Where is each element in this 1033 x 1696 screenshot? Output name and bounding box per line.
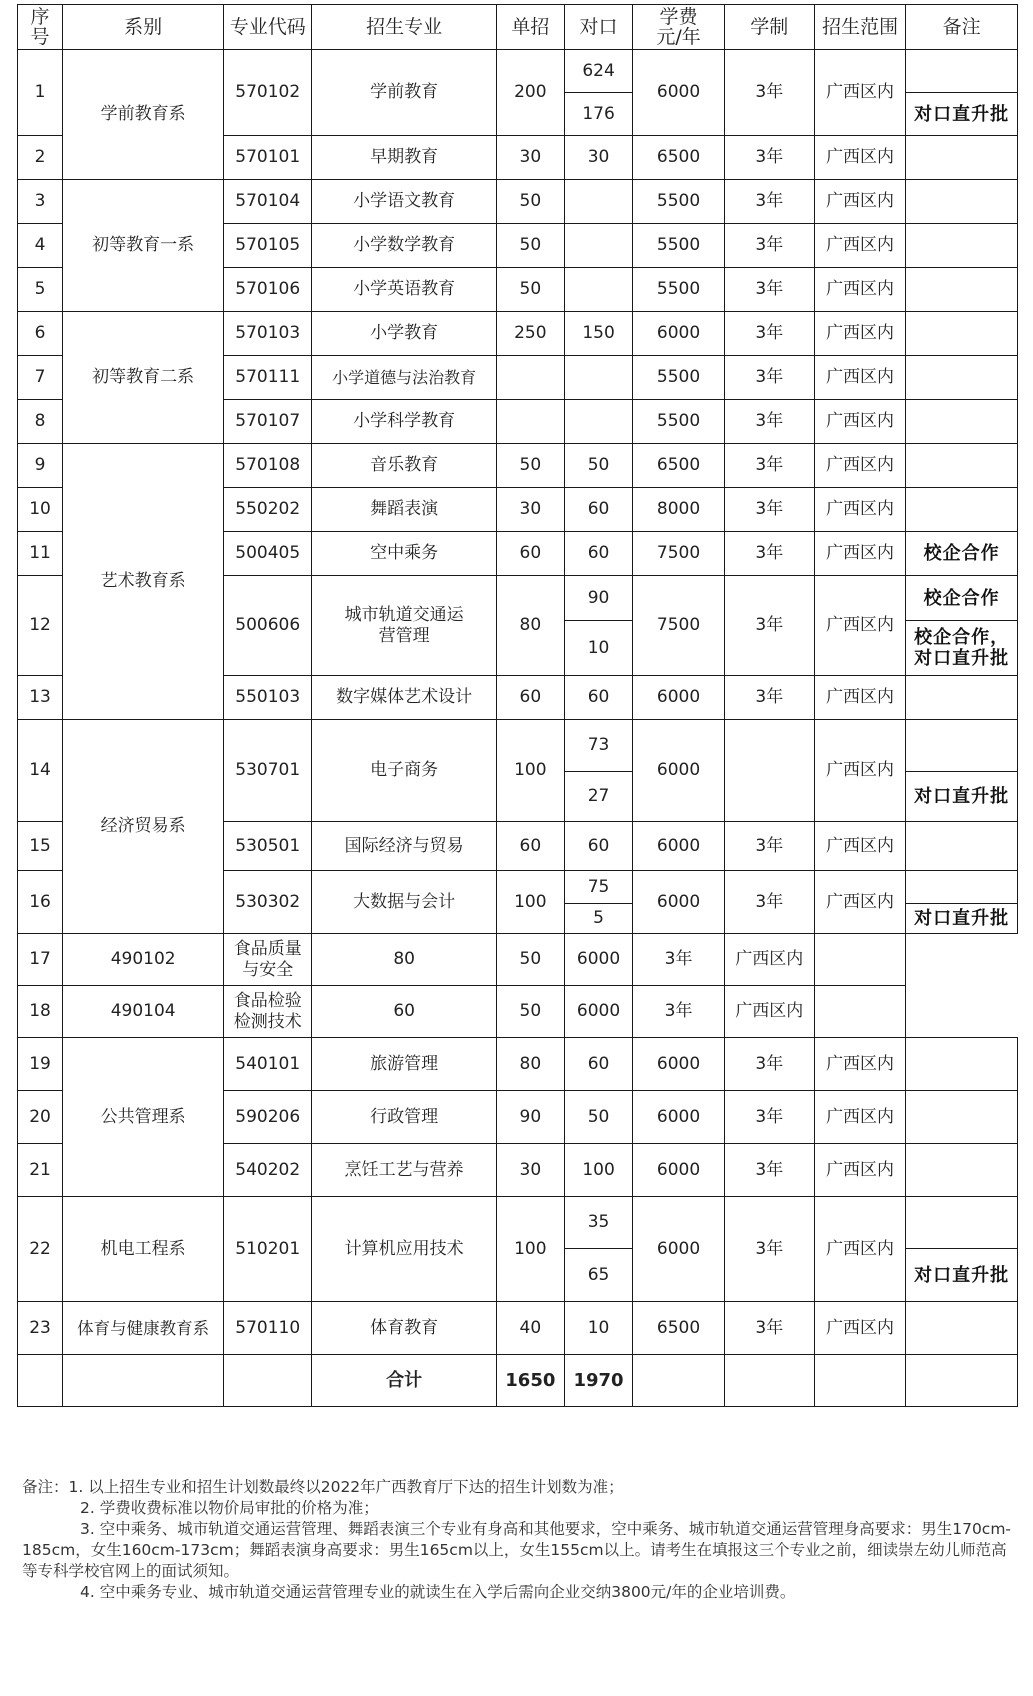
cell-single: 80 [497, 576, 565, 676]
cell-code: 550202 [224, 488, 312, 532]
cell-duikou: 73 [564, 720, 633, 772]
cell-scope: 广西区内 [814, 268, 905, 312]
header-scope: 招生范围 [814, 5, 905, 50]
cell-duration: 3年 [724, 268, 814, 312]
cell-single: 100 [497, 871, 565, 934]
cell-duikou: 150 [564, 312, 633, 356]
cell-remark: 对口直升批 [906, 904, 1018, 934]
cell-duration: 3年 [724, 1091, 814, 1144]
cell-fee: 6000 [633, 822, 724, 871]
cell-major: 旅游管理 [312, 1038, 497, 1091]
cell-dept: 初等教育二系 [63, 312, 224, 444]
cell-fee: 6000 [564, 934, 633, 986]
header-major: 招生专业 [312, 5, 497, 50]
cell-remark: 对口直升批 [906, 772, 1018, 822]
cell-seq: 6 [18, 312, 63, 356]
cell-seq: 23 [18, 1302, 63, 1355]
cell-single: 50 [497, 224, 565, 268]
cell-empty [63, 1355, 224, 1407]
cell-scope: 广西区内 [814, 1302, 905, 1355]
cell-major: 舞蹈表演 [312, 488, 497, 532]
cell-scope: 广西区内 [814, 50, 905, 136]
cell-duikou: 27 [564, 772, 633, 822]
cell-duikou: 60 [564, 822, 633, 871]
cell-duration: 3年 [724, 356, 814, 400]
cell-remark: 校企合作 [906, 576, 1018, 621]
cell-empty [814, 1355, 905, 1407]
cell-scope: 广西区内 [814, 676, 905, 720]
cell-scope: 广西区内 [814, 1038, 905, 1091]
cell-scope: 广西区内 [814, 1197, 905, 1302]
cell-empty [633, 1355, 724, 1407]
cell-duikou: 50 [564, 444, 633, 488]
cell-remark [906, 676, 1018, 720]
cell-single: 100 [497, 1197, 565, 1302]
cell-duikou [564, 180, 633, 224]
cell-duikou: 5 [564, 904, 633, 934]
cell-dept: 艺术教育系 [63, 444, 224, 720]
table-row [18, 1197, 1018, 1249]
cell-major: 小学数学教育 [312, 224, 497, 268]
cell-remark [906, 224, 1018, 268]
cell-major: 计算机应用技术 [312, 1197, 497, 1302]
cell-duikou: 10 [564, 1302, 633, 1355]
cell-fee: 6500 [633, 444, 724, 488]
cell-scope: 广西区内 [814, 488, 905, 532]
cell-dept: 经济贸易系 [63, 720, 224, 934]
cell-duikou: 10 [564, 621, 633, 676]
cell-code: 570101 [224, 136, 312, 180]
cell-single: 30 [497, 136, 565, 180]
cell-code: 570105 [224, 224, 312, 268]
header-duikou: 对口 [564, 5, 633, 50]
cell-code: 540202 [224, 1144, 312, 1197]
header-duration: 学制 [724, 5, 814, 50]
cell-major: 学前教育 [312, 50, 497, 136]
cell-duikou: 30 [564, 136, 633, 180]
cell-remark [906, 356, 1018, 400]
cell-duikou: 100 [564, 1144, 633, 1197]
cell-single: 90 [497, 1091, 565, 1144]
enrollment-plan-table [17, 4, 1018, 1407]
footnote-3: 3. 空中乘务、城市轨道交通运营管理、舞蹈表演三个专业有身高和其他要求，空中乘务、城市轨道交通运营管理身高要求：男生170cm-185cm，女生160cm-173cm；舞蹈表演身高要求：男生165cm以上，女生155cm以上。请考生在填报这三个专业之前，细读崇左幼儿师范高等专科学校官网上的面试须知。 [22, 1520, 1012, 1580]
cell-dept: 公共管理系 [63, 1038, 224, 1197]
cell-fee: 5500 [633, 224, 724, 268]
cell-major: 小学教育 [312, 312, 497, 356]
header-code: 专业代码 [224, 5, 312, 50]
cell-scope: 广西区内 [814, 822, 905, 871]
cell-major: 大数据与会计 [312, 871, 497, 934]
cell-seq: 2 [18, 136, 63, 180]
cell-duikou: 60 [564, 1038, 633, 1091]
cell-duikou: 60 [564, 488, 633, 532]
cell-fee: 7500 [633, 532, 724, 576]
cell-major: 食品检验检测技术 [224, 986, 312, 1038]
table-row [18, 1038, 1018, 1091]
footnote-1: 备注：1. 以上招生专业和招生计划数最终以2022年广西教育厅下达的招生计划数为准； [22, 1478, 624, 1496]
cell-duikou: 60 [564, 676, 633, 720]
cell-fee: 6000 [633, 871, 724, 934]
cell-duration: 3年 [724, 676, 814, 720]
cell-duikou: 65 [564, 1249, 633, 1302]
cell-duration: 3年 [724, 136, 814, 180]
cell-major: 城市轨道交通运营管理 [312, 576, 497, 676]
cell-major: 早期教育 [312, 136, 497, 180]
cell-fee: 6000 [633, 1038, 724, 1091]
cell-code: 570102 [224, 50, 312, 136]
cell-code: 500405 [224, 532, 312, 576]
cell-code: 540101 [224, 1038, 312, 1091]
cell-empty [224, 1355, 312, 1407]
cell-code: 490102 [63, 934, 224, 986]
cell-empty [724, 1355, 814, 1407]
cell-duration: 3年 [724, 180, 814, 224]
cell-scope: 广西区内 [814, 871, 905, 934]
cell-single [497, 356, 565, 400]
cell-duration: 3年 [724, 50, 814, 136]
cell-remark [906, 488, 1018, 532]
cell-seq: 5 [18, 268, 63, 312]
cell-major: 行政管理 [312, 1091, 497, 1144]
cell-duikou [564, 268, 633, 312]
cell-major: 音乐教育 [312, 444, 497, 488]
cell-dept: 体育与健康教育系 [63, 1302, 224, 1355]
cell-single: 250 [497, 312, 565, 356]
cell-duikou [564, 224, 633, 268]
cell-duration: 3年 [724, 1302, 814, 1355]
cell-fee: 6000 [633, 1197, 724, 1302]
cell-duikou: 50 [564, 1091, 633, 1144]
cell-code: 510201 [224, 1197, 312, 1302]
cell-single: 50 [497, 180, 565, 224]
cell-seq: 1 [18, 50, 63, 136]
cell-seq: 14 [18, 720, 63, 822]
cell-scope: 广西区内 [724, 934, 814, 986]
cell-seq: 20 [18, 1091, 63, 1144]
cell-seq: 10 [18, 488, 63, 532]
cell-duration: 3年 [724, 444, 814, 488]
cell-fee: 6500 [633, 1302, 724, 1355]
header-row [18, 5, 1018, 50]
table-row [18, 720, 1018, 772]
cell-remark [906, 720, 1018, 772]
cell-duration: 3年 [724, 532, 814, 576]
cell-major: 小学英语教育 [312, 268, 497, 312]
cell-seq: 4 [18, 224, 63, 268]
cell-scope: 广西区内 [814, 312, 905, 356]
cell-seq: 13 [18, 676, 63, 720]
cell-duration: 3年 [724, 1197, 814, 1302]
cell-single: 100 [497, 720, 565, 822]
cell-remark [906, 180, 1018, 224]
cell-duration: 3年 [724, 488, 814, 532]
cell-major: 体育教育 [312, 1302, 497, 1355]
cell-single: 60 [312, 986, 497, 1038]
cell-scope: 广西区内 [814, 720, 905, 822]
header-remark: 备注 [906, 5, 1018, 50]
cell-seq: 11 [18, 532, 63, 576]
cell-duikou: 50 [497, 934, 565, 986]
cell-seq: 22 [18, 1197, 63, 1302]
cell-code: 570111 [224, 356, 312, 400]
cell-remark [906, 822, 1018, 871]
cell-code: 530701 [224, 720, 312, 822]
cell-code: 570108 [224, 444, 312, 488]
cell-remark: 对口直升批 [906, 93, 1018, 136]
cell-code: 530302 [224, 871, 312, 934]
cell-code: 500606 [224, 576, 312, 676]
cell-remark [906, 400, 1018, 444]
cell-remark [906, 1197, 1018, 1249]
cell-major: 小学语文教育 [312, 180, 497, 224]
cell-dept: 初等教育一系 [63, 180, 224, 312]
cell-single: 80 [312, 934, 497, 986]
cell-duration: 3年 [724, 312, 814, 356]
cell-duration [724, 720, 814, 822]
cell-remark [906, 136, 1018, 180]
table-row [18, 180, 1018, 224]
cell-single: 80 [497, 1038, 565, 1091]
table-row [18, 312, 1018, 356]
footnote-4: 4. 空中乘务专业、城市轨道交通运营管理专业的就读生在入学后需向企业交纳3800元/年的企业培训费。 [80, 1583, 796, 1601]
table-row [18, 444, 1018, 488]
table-row [18, 1302, 1018, 1355]
total-single: 1650 [497, 1355, 565, 1407]
cell-duration: 3年 [633, 986, 724, 1038]
cell-major: 烹饪工艺与营养 [312, 1144, 497, 1197]
cell-single: 60 [497, 822, 565, 871]
cell-fee: 6500 [633, 136, 724, 180]
cell-single: 30 [497, 488, 565, 532]
table-row [18, 986, 1018, 1038]
header-single: 单招 [497, 5, 565, 50]
cell-duikou [564, 356, 633, 400]
cell-single: 40 [497, 1302, 565, 1355]
cell-remark [906, 50, 1018, 93]
cell-fee: 6000 [633, 1091, 724, 1144]
cell-scope: 广西区内 [814, 576, 905, 676]
cell-major: 国际经济与贸易 [312, 822, 497, 871]
cell-duikou: 35 [564, 1197, 633, 1249]
cell-remark [906, 268, 1018, 312]
cell-remark [814, 986, 905, 1038]
cell-fee: 7500 [633, 576, 724, 676]
total-label: 合计 [312, 1355, 497, 1407]
cell-scope: 广西区内 [724, 986, 814, 1038]
cell-single: 60 [497, 532, 565, 576]
cell-fee: 6000 [633, 720, 724, 822]
cell-seq: 15 [18, 822, 63, 871]
cell-seq: 7 [18, 356, 63, 400]
cell-scope: 广西区内 [814, 180, 905, 224]
cell-major: 电子商务 [312, 720, 497, 822]
cell-code: 530501 [224, 822, 312, 871]
cell-single: 30 [497, 1144, 565, 1197]
cell-scope: 广西区内 [814, 1091, 905, 1144]
cell-major: 小学道德与法治教育 [312, 356, 497, 400]
cell-seq: 17 [18, 934, 63, 986]
cell-duikou [564, 400, 633, 444]
cell-scope: 广西区内 [814, 1144, 905, 1197]
cell-remark: 对口直升批 [906, 1249, 1018, 1302]
cell-scope: 广西区内 [814, 400, 905, 444]
cell-duration: 3年 [633, 934, 724, 986]
cell-duration: 3年 [724, 224, 814, 268]
cell-duration: 3年 [724, 1038, 814, 1091]
cell-scope: 广西区内 [814, 532, 905, 576]
header-seq: 序号 [18, 5, 63, 50]
cell-seq: 18 [18, 986, 63, 1038]
cell-fee: 6000 [633, 50, 724, 136]
cell-fee: 8000 [633, 488, 724, 532]
cell-duikou: 50 [497, 986, 565, 1038]
cell-seq: 21 [18, 1144, 63, 1197]
cell-dept: 机电工程系 [63, 1197, 224, 1302]
header-dept: 系别 [63, 5, 224, 50]
cell-duration: 3年 [724, 822, 814, 871]
cell-fee: 6000 [633, 676, 724, 720]
cell-seq: 12 [18, 576, 63, 676]
cell-code: 490104 [63, 986, 224, 1038]
cell-remark [906, 871, 1018, 904]
cell-major: 食品质量与安全 [224, 934, 312, 986]
cell-remark [906, 1091, 1018, 1144]
cell-code: 570106 [224, 268, 312, 312]
cell-major: 空中乘务 [312, 532, 497, 576]
cell-duikou: 75 [564, 871, 633, 904]
cell-empty [906, 1355, 1018, 1407]
cell-code: 570110 [224, 1302, 312, 1355]
table-row [18, 934, 1018, 986]
cell-scope: 广西区内 [814, 356, 905, 400]
total-duikou: 1970 [564, 1355, 633, 1407]
cell-duration: 3年 [724, 400, 814, 444]
cell-remark [814, 934, 905, 986]
cell-remark [906, 1302, 1018, 1355]
cell-duration: 3年 [724, 871, 814, 934]
cell-remark: 校企合作，对口直升批 [906, 621, 1018, 676]
cell-seq: 19 [18, 1038, 63, 1091]
table-row [18, 50, 1018, 93]
cell-remark [906, 1144, 1018, 1197]
cell-scope: 广西区内 [814, 136, 905, 180]
cell-seq: 3 [18, 180, 63, 224]
cell-duikou: 176 [564, 93, 633, 136]
cell-major: 小学科学教育 [312, 400, 497, 444]
total-row [18, 1355, 1018, 1407]
cell-duration: 3年 [724, 576, 814, 676]
cell-duikou: 624 [564, 50, 633, 93]
cell-code: 550103 [224, 676, 312, 720]
cell-remark: 校企合作 [906, 532, 1018, 576]
cell-remark [906, 312, 1018, 356]
cell-scope: 广西区内 [814, 444, 905, 488]
cell-empty [18, 1355, 63, 1407]
cell-remark [906, 444, 1018, 488]
cell-duikou: 60 [564, 532, 633, 576]
cell-fee: 6000 [633, 1144, 724, 1197]
cell-single [497, 400, 565, 444]
cell-fee: 5500 [633, 356, 724, 400]
cell-fee: 5500 [633, 400, 724, 444]
cell-fee: 6000 [633, 312, 724, 356]
cell-duration: 3年 [724, 1144, 814, 1197]
cell-fee: 5500 [633, 268, 724, 312]
footnote-2: 2. 学费收费标准以物价局审批的价格为准； [80, 1499, 379, 1517]
cell-single: 50 [497, 444, 565, 488]
header-fee: 学费元/年 [633, 5, 724, 50]
cell-seq: 8 [18, 400, 63, 444]
cell-major: 数字媒体艺术设计 [312, 676, 497, 720]
cell-duikou: 90 [564, 576, 633, 621]
cell-remark [906, 1038, 1018, 1091]
cell-single: 60 [497, 676, 565, 720]
cell-single: 200 [497, 50, 565, 136]
cell-seq: 9 [18, 444, 63, 488]
cell-dept: 学前教育系 [63, 50, 224, 180]
cell-scope: 广西区内 [814, 224, 905, 268]
cell-fee: 6000 [564, 986, 633, 1038]
footnotes [22, 1477, 1017, 1603]
cell-code: 570104 [224, 180, 312, 224]
cell-fee: 5500 [633, 180, 724, 224]
cell-seq: 16 [18, 871, 63, 934]
cell-code: 570103 [224, 312, 312, 356]
cell-code: 570107 [224, 400, 312, 444]
cell-code: 590206 [224, 1091, 312, 1144]
cell-single: 50 [497, 268, 565, 312]
